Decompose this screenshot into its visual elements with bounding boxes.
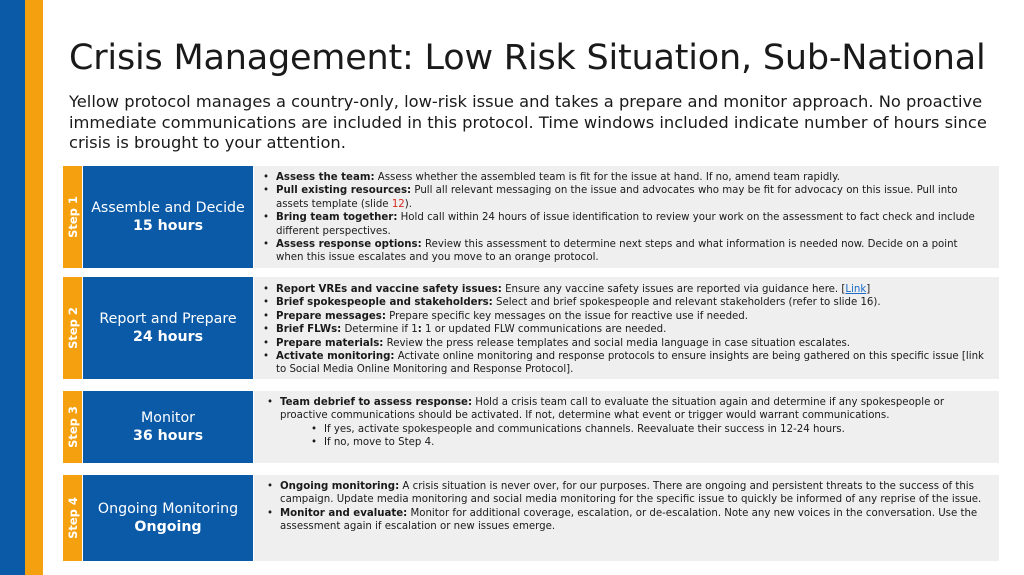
- left-accent-bar-blue: [0, 0, 25, 575]
- step-2-name: Report and Prepare: [99, 311, 237, 327]
- step-4-details: [254, 475, 999, 561]
- list-item: • Assess response options: Review this assessment to determine next steps and what information is needed now. Decide on a point when this issue escalates and you move to an orange protocol.: [276, 238, 985, 265]
- step-2-row: [63, 277, 999, 379]
- step-3-details: [254, 391, 999, 463]
- step-4-tab: Step 4: [63, 475, 82, 561]
- step-3-name: Monitor: [141, 410, 195, 426]
- step-1-header: [83, 166, 253, 268]
- step-4-duration: Ongoing: [134, 519, 202, 535]
- step-2-duration: 24 hours: [132, 329, 204, 345]
- step-3-duration: 36 hours: [132, 428, 204, 444]
- list-item: • Pull existing resources: Pull all relevant messaging on the issue and advocates who may be fit for advocacy on this issue. Pull into assets template (slide 12).: [276, 184, 985, 211]
- page-subtitle: Yellow protocol manages a country-only, low-risk issue and takes a prepare and monitor approach. No proactive immediate communications are included in this protocol. Time windows included indicate number of hours since crisis is brought to your attention.: [69, 92, 987, 152]
- list-item: • Ongoing monitoring: A crisis situation is never over, for our purposes. There are ongoing and persistent threats to the success of this campaign. Update media monitoring and social media monitoring for the specific issue to quickly be informed of any reprise of the issue.: [280, 480, 985, 507]
- guidance-link[interactable]: Link: [845, 284, 867, 295]
- step-1-name: Assemble and Decide: [91, 200, 245, 216]
- step-2-tab: Step 2: [63, 277, 82, 379]
- list-item: • Prepare messages: Prepare specific key messages on the issue for reactive use if needed.: [276, 310, 985, 323]
- list-item: • Report VREs and vaccine safety issues: Ensure any vaccine safety issues are reported via guidance here. [Link]: [276, 283, 985, 296]
- step-4-name: Ongoing Monitoring: [97, 501, 239, 517]
- sub-list-item: • If yes, activate spokespeople and communications channels. Reevaluate their success in 12-24 hours.: [324, 423, 985, 436]
- list-item: • Brief spokespeople and stakeholders: Select and brief spokespeople and relevant stakeholders (refer to slide 16).: [276, 296, 985, 309]
- list-item: • Team debrief to assess response: Hold a crisis team call to evaluate the situation again and determine if any spokespeople or proactive communications should be activated. If not, determine what event or trigger would warrant communications.: [280, 396, 985, 423]
- step-3-header: [83, 391, 253, 463]
- step-1-duration: 15 hours: [132, 218, 204, 234]
- list-item: • Activate monitoring: Activate online monitoring and response protocols to ensure insights are being gathered on this specific issue [link to Social Media Online Monitoring and Response Protocol].: [276, 350, 985, 377]
- step-4-header: [83, 475, 253, 561]
- list-item: • Monitor and evaluate: Monitor for additional coverage, escalation, or de-escalation. Note any new voices in the conversation. Use the assessment again if escalation or new issues emerge.: [280, 507, 985, 534]
- slide-reference: 12: [391, 198, 405, 210]
- step-1-tab: Step 1: [63, 166, 82, 268]
- step-1-details: [254, 166, 999, 268]
- step-4-row: [63, 475, 999, 561]
- sub-list-item: • If no, move to Step 4.: [324, 436, 985, 449]
- page-title: Crisis Management: Low Risk Situation, Sub-National: [69, 38, 986, 78]
- list-item: • Bring team together: Hold call within 24 hours of issue identification to review your work on the assessment to fact check and include different perspectives.: [276, 211, 985, 238]
- step-2-details: [254, 277, 999, 379]
- step-3-row: [63, 391, 999, 463]
- list-item: • Brief FLWs: Determine if 1: 1 or updated FLW communications are needed.: [276, 323, 985, 336]
- list-item: • Assess the team: Assess whether the assembled team is fit for the issue at hand. If no, amend team rapidly.: [276, 171, 985, 184]
- step-3-tab: Step 3: [63, 391, 82, 463]
- left-accent-bar-orange: [25, 0, 43, 575]
- list-item: • Prepare materials: Review the press release templates and social media language in case situation escalates.: [276, 337, 985, 350]
- step-1-row: [63, 166, 999, 268]
- step-2-header: [83, 277, 253, 379]
